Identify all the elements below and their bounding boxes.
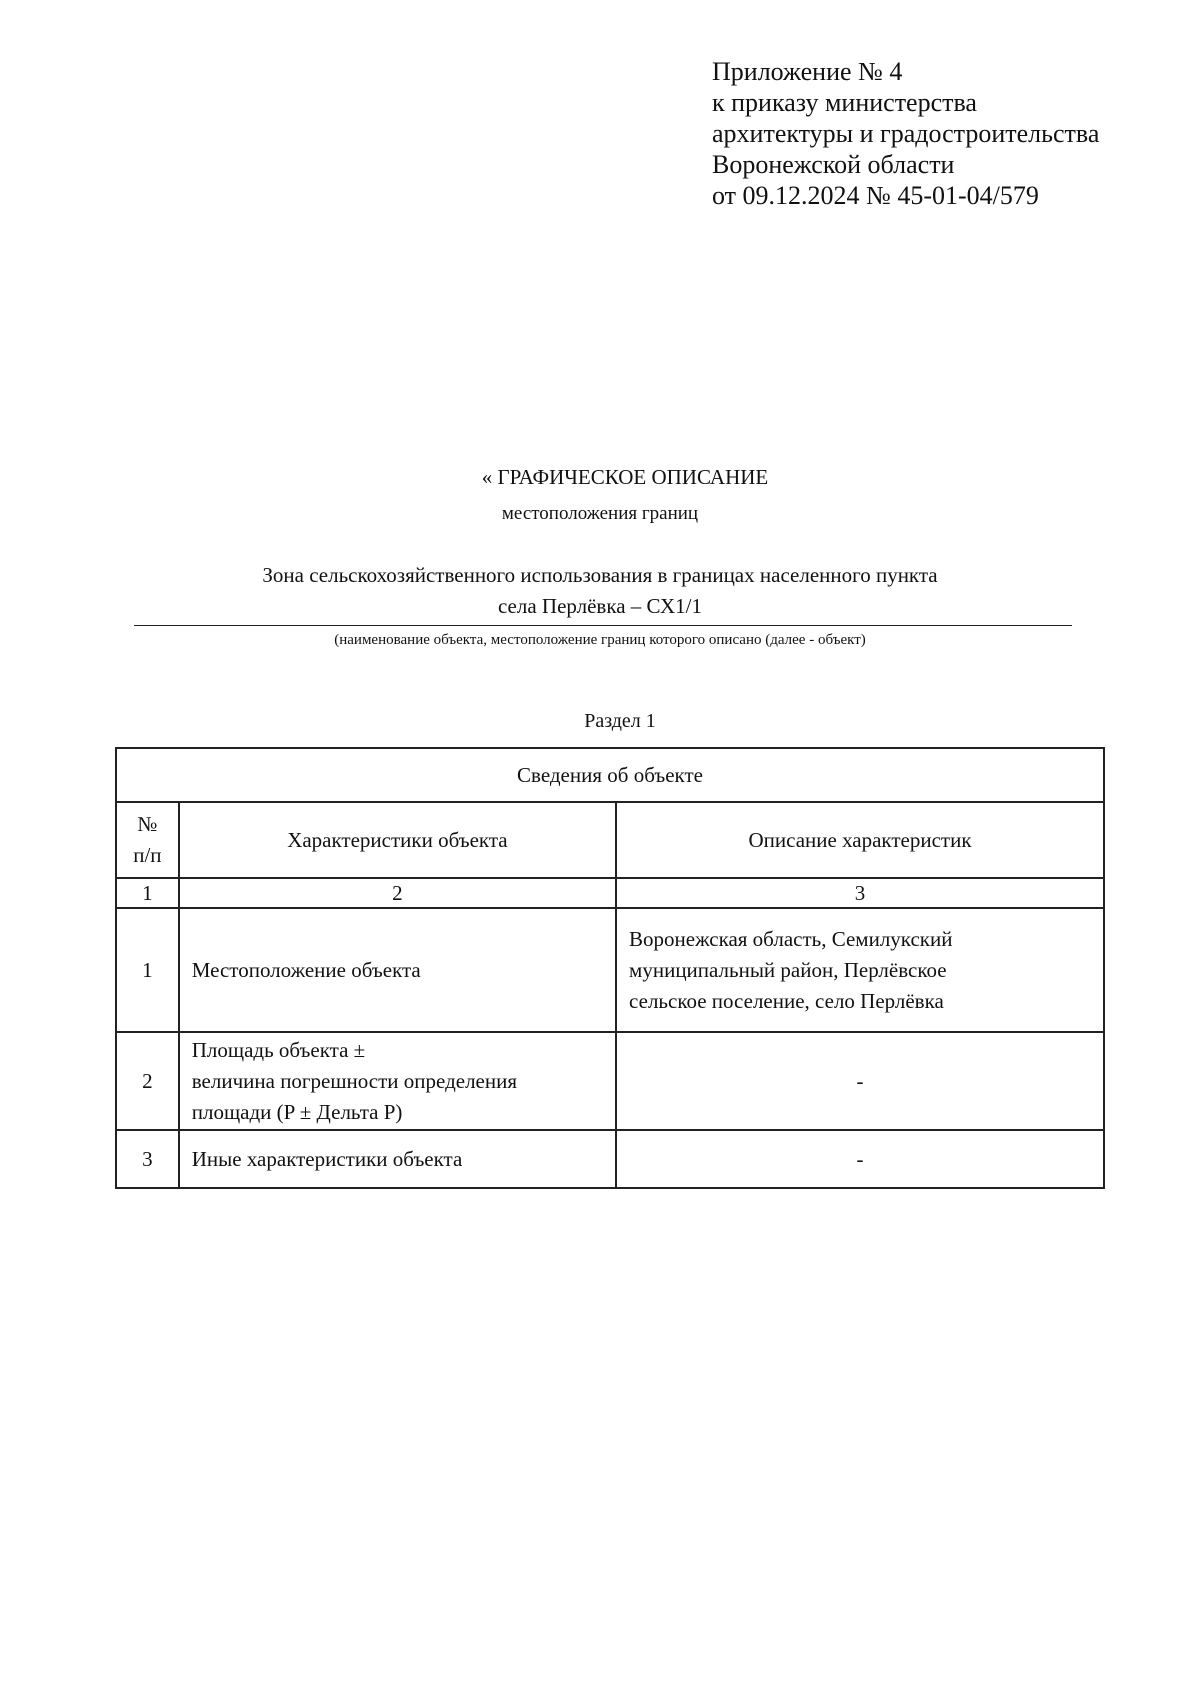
appendix-line: от 09.12.2024 № 45-01-04/579: [712, 181, 1039, 210]
object-name-line: Зона сельскохозяйственного использования в границах населенного пункта: [262, 563, 938, 587]
object-name: [0, 560, 1200, 622]
row-number: 2: [116, 1032, 179, 1130]
title-main: « ГРАФИЧЕСКОЕ ОПИСАНИЕ: [481, 465, 769, 489]
column-number: 1: [116, 878, 179, 908]
row-number: 3: [116, 1130, 179, 1188]
underline-rule: [134, 625, 1072, 626]
row-description: -: [616, 1130, 1104, 1188]
appendix-line: Приложение № 4: [712, 57, 903, 86]
appendix-line: к приказу министерства: [712, 88, 977, 117]
row-characteristic: Иные характеристики объекта: [179, 1130, 616, 1188]
document-title: [0, 462, 1200, 528]
table-row: [116, 1032, 1104, 1130]
table-header-row: [116, 802, 1104, 878]
row-description: Воронежская область, Семилукский муниципальный район, Перлёвское сельское поселение, село Перлёвка: [616, 908, 1104, 1032]
table-caption: Сведения об объекте: [116, 748, 1104, 802]
row-characteristic: Площадь объекта ± величина погрешности определения площади (P ± Дельта P): [179, 1032, 616, 1130]
title-sub: местоположения границ: [501, 503, 699, 524]
header-number: № п/п: [116, 802, 179, 878]
table-caption-row: [116, 748, 1104, 802]
appendix-line: архитектуры и градостроительства: [712, 119, 1100, 148]
appendix-header: [712, 56, 1162, 211]
table-row: [116, 1130, 1104, 1188]
row-description: -: [616, 1032, 1104, 1130]
header-characteristic: Характеристики объекта: [179, 802, 616, 878]
column-number: 3: [616, 878, 1104, 908]
appendix-line: Воронежской области: [712, 150, 955, 179]
column-number: 2: [179, 878, 616, 908]
object-info-table: [115, 747, 1105, 1189]
object-name-caption: (наименование объекта, местоположение границ которого описано (далее - объект): [334, 632, 866, 648]
row-characteristic: Местоположение объекта: [179, 908, 616, 1032]
column-number-row: [116, 878, 1104, 908]
object-name-line: села Перлёвка – СХ1/1: [497, 594, 703, 618]
row-number: 1: [116, 908, 179, 1032]
section-label: Раздел 1: [584, 710, 656, 732]
table-row: [116, 908, 1104, 1032]
header-description: Описание характеристик: [616, 802, 1104, 878]
